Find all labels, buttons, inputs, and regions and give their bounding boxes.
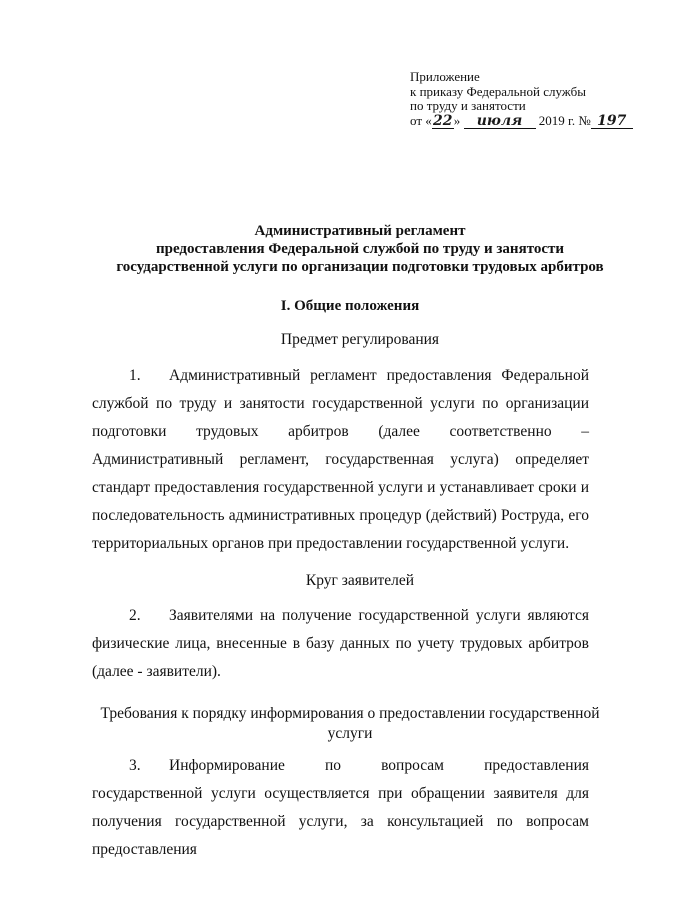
paragraph-3 <box>92 752 589 858</box>
paragraph-1-text: Административный регламент предоставления Федеральной службой по труду и занятости государственной услуги по организации подготовки трудовых арбитров (далее соответственно – Административный регламент, государственная услуга) определяет стандарт предоставления государственной услуги и устанавливает сроки и последовательность административных процедур (действий) Роструда, его территориальных органов при предоставлении государственной услуги. <box>92 367 589 552</box>
title-line1: Административный регламент <box>254 223 466 239</box>
subheading-regulation-subject: Предмет регулирования <box>280 331 440 348</box>
paragraph-1 <box>92 362 589 558</box>
appendix-line3: по труду и занятости <box>410 98 526 113</box>
appendix-line1: Приложение <box>410 69 480 84</box>
handwritten-month: июля <box>464 114 536 130</box>
paragraph-3-number: 3. <box>129 757 141 774</box>
paragraph-2-number: 2. <box>129 607 141 624</box>
paragraph-2 <box>92 602 589 686</box>
title-line2: предоставления Федеральной службой по труду и занятости <box>155 241 565 257</box>
paragraph-1-number: 1. <box>129 367 141 384</box>
appendix-date-line <box>410 114 633 130</box>
handwritten-number: 197 <box>591 114 633 130</box>
subheading-informing-requirements: Требования к порядку информирования о предоставлении государственной услуги <box>100 705 600 742</box>
paragraph-2-text: Заявителями на получение государственной услуги являются физические лица, внесенные в базу данных по учету трудовых арбитров (далее - заявители). <box>92 607 589 680</box>
subheading-applicants: Круг заявителей <box>305 572 415 589</box>
section-heading: I. Общие положения <box>280 298 420 314</box>
appendix-line2: к приказу Федеральной службы <box>410 83 586 99</box>
document-title <box>60 222 660 276</box>
date-prefix: от « <box>410 112 432 128</box>
date-mid: » <box>453 112 461 128</box>
paragraph-3-text: Информирование по вопросам предоставления государственной услуги осуществляется при обращении заявителя для получения государственной услуги, за консультацией по вопросам предоставления <box>92 757 589 858</box>
title-line3: государственной услуги по организации подготовки трудовых арбитров <box>116 259 604 275</box>
handwritten-day: 22 <box>433 112 453 129</box>
appendix-block <box>410 70 633 129</box>
date-year: 2019 г. № <box>538 112 591 128</box>
